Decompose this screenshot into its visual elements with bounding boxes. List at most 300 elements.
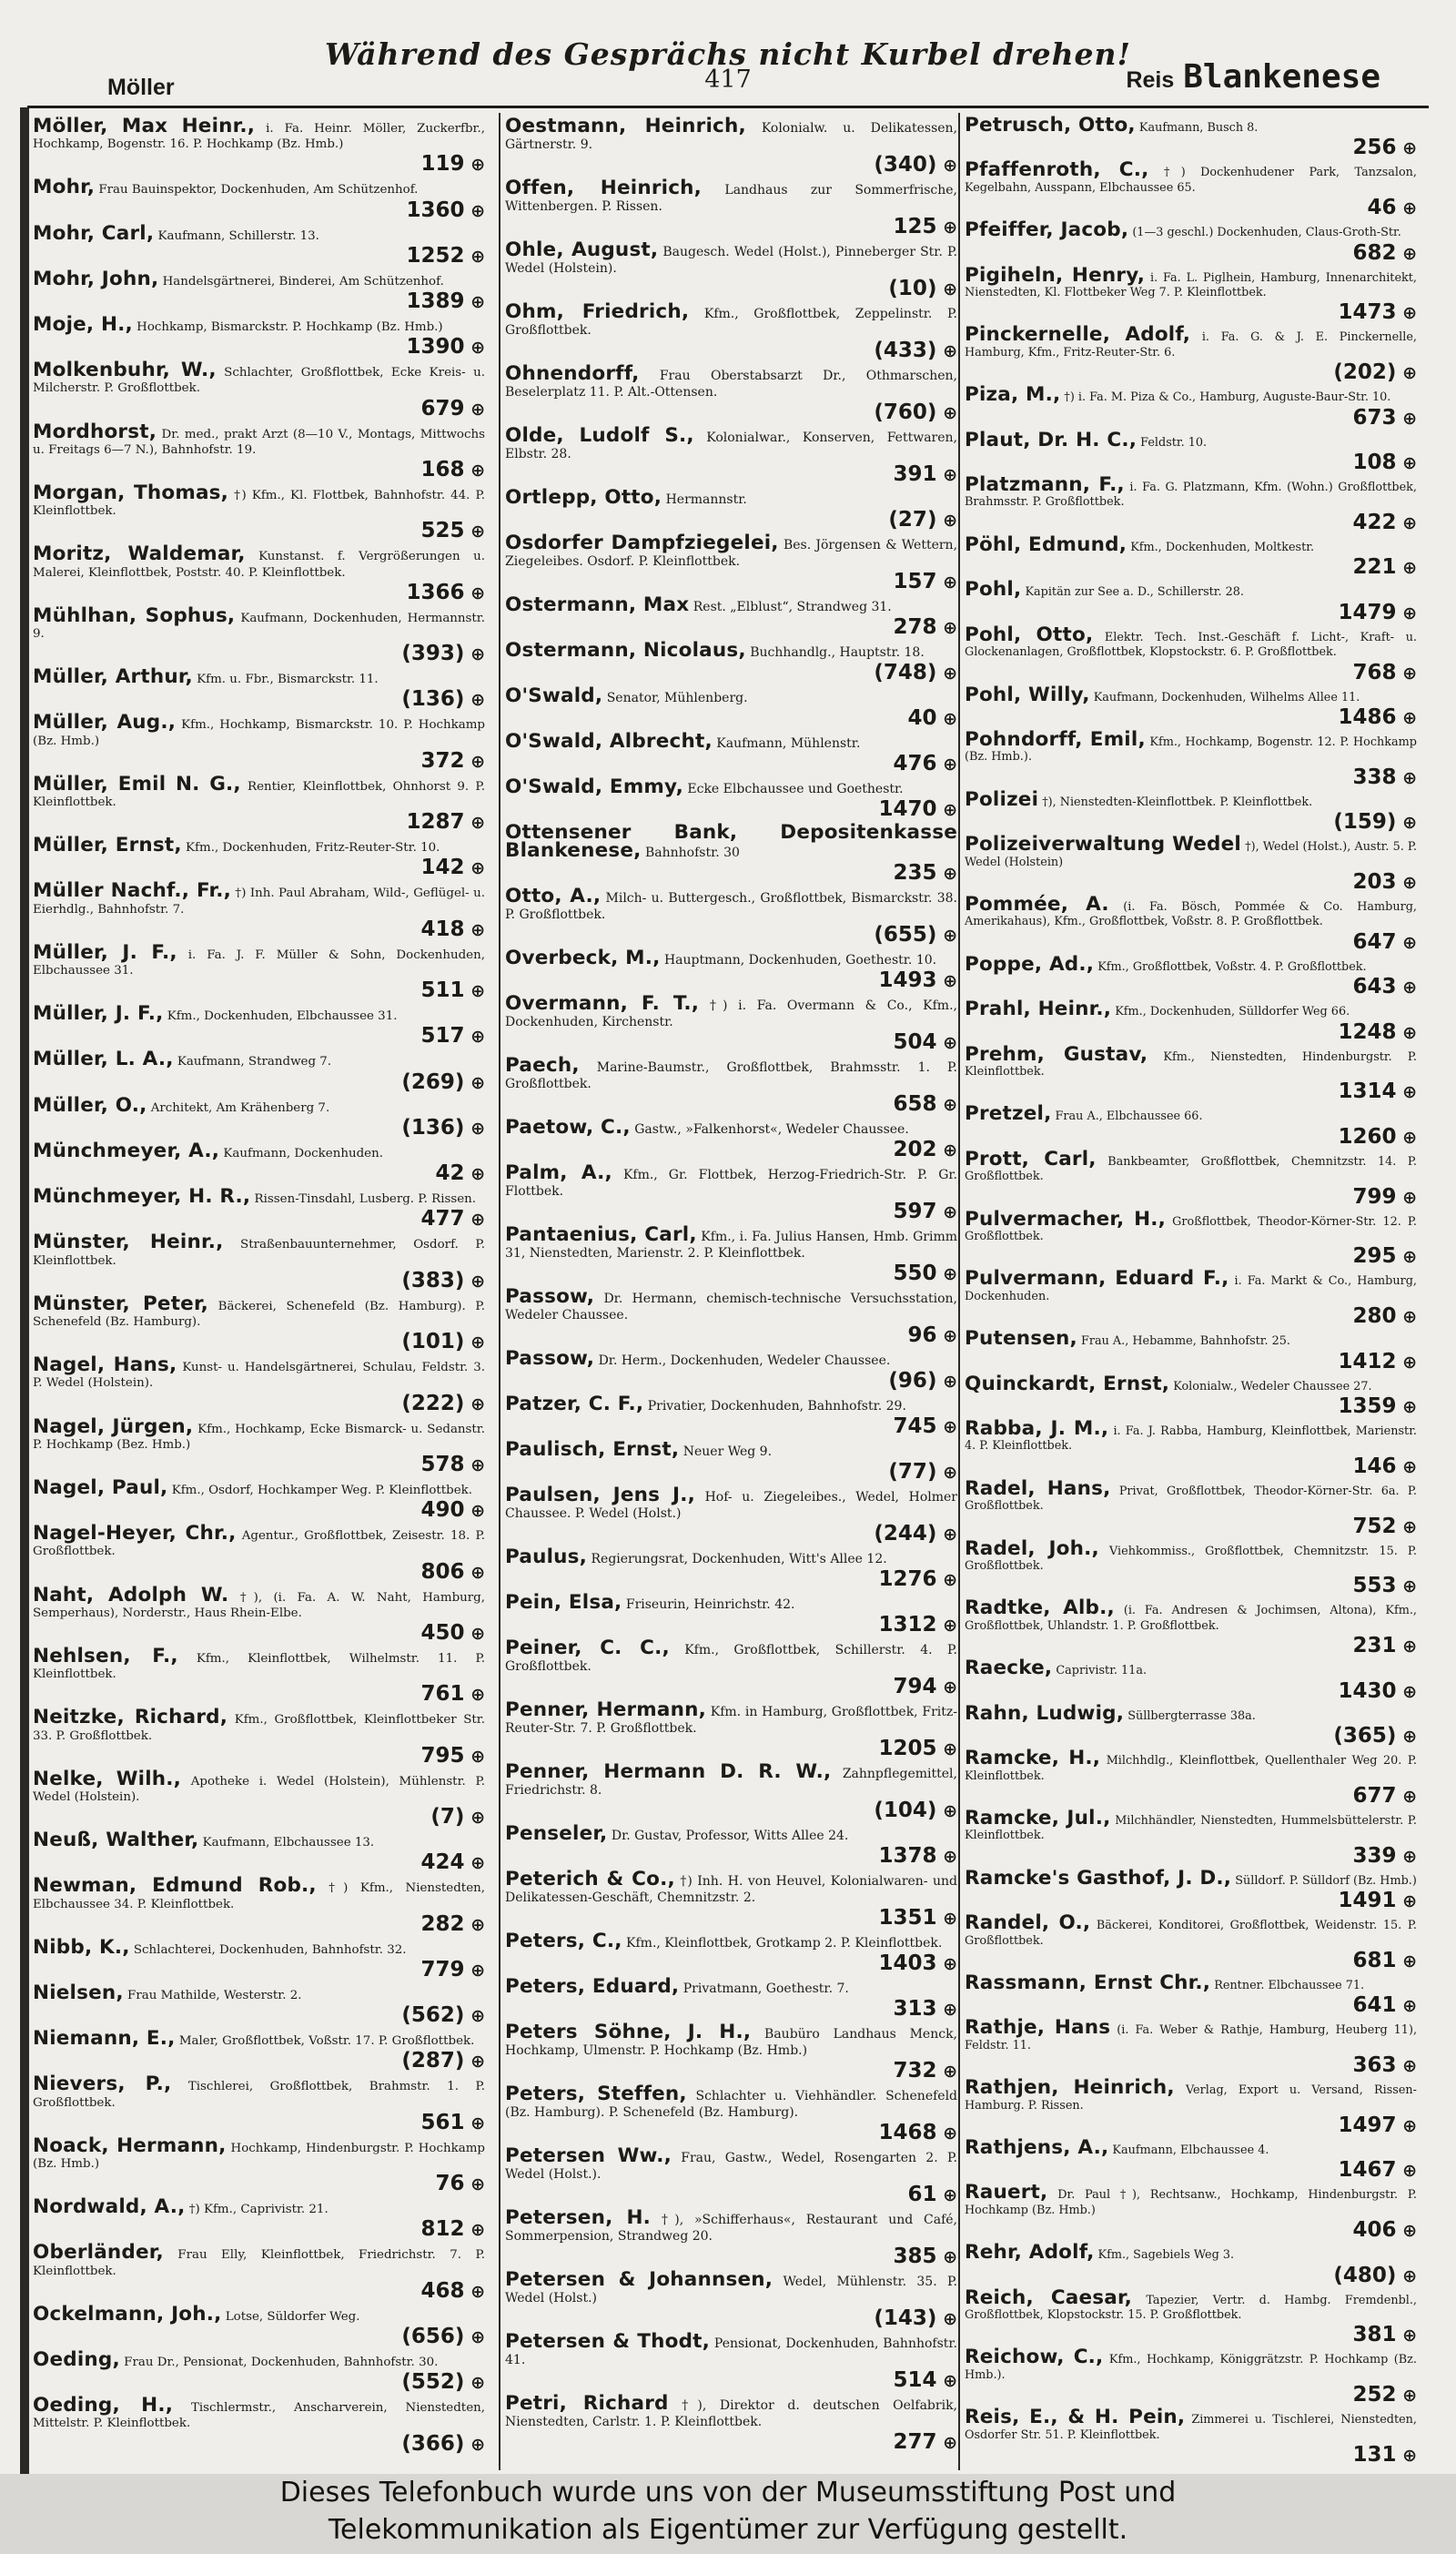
entry-phone-number: (365) ⊕: [965, 1724, 1417, 1748]
directory-entry: [505, 1161, 958, 1224]
directory-entry: [965, 1147, 1417, 1210]
entry-phone-number: 647 ⊕: [965, 930, 1417, 955]
entry-name: Pfeiffer, Jacob,: [965, 218, 1129, 242]
entry-details: Gastw., »Falkenhorst«, Wedeler Chaussee.: [634, 1122, 909, 1137]
entry-phone-number: 96 ⊕: [505, 1323, 957, 1348]
entry-name: Neitzke, Richard,: [33, 1706, 228, 1729]
directory-entry: [33, 313, 485, 360]
entry-name: Mohr, Carl,: [33, 221, 155, 245]
entry-name: Rathjens, A.,: [965, 2135, 1109, 2159]
entry-phone-number: 313 ⊕: [505, 1997, 957, 2022]
entry-name: Pulvermacher, H.,: [965, 1207, 1167, 1231]
entry-phone-number: (393) ⊕: [33, 642, 485, 666]
entry-name: Ohle, August,: [505, 238, 659, 261]
page-number: 417: [704, 66, 752, 94]
entry-details: †), »Schifferhaus«, Restaurant und Café, Sommerpension, Strandweg 20.: [505, 2213, 957, 2244]
entry-name: Plaut, Dr. H. C.,: [965, 428, 1138, 451]
entry-name: Reichow, C.,: [965, 2346, 1104, 2369]
directory-entry: [965, 998, 1417, 1044]
entry-name: Müller, J. F.,: [33, 1002, 164, 1026]
entry-details: Kaufmann, Strandweg 7.: [177, 1055, 332, 1069]
directory-entry: [33, 1644, 486, 1707]
entry-phone-number: 511 ⊕: [33, 978, 485, 1003]
directory-column-3: [965, 114, 1418, 2470]
entry-phone-number: 108 ⊕: [965, 451, 1417, 475]
entry-details: Kfm., Gr. Flottbek, Herzog-Friedrich-Str. P. Gr. Flottbek.: [505, 1168, 958, 1199]
entry-phone-number: 1378 ⊕: [505, 1844, 957, 1869]
directory-entry: [965, 383, 1417, 430]
entry-details: Rentner. Elbchaussee 71.: [1214, 1978, 1365, 1992]
entry-name: Pohl,: [965, 578, 1022, 602]
entry-details: Kaufmann, Schillerstr. 13.: [157, 228, 319, 243]
entry-name: Prahl, Heinr.,: [965, 998, 1112, 1021]
directory-entry: [965, 114, 1417, 160]
entry-name: Prehm, Gustav,: [965, 1042, 1148, 1066]
directory-entry: [505, 992, 957, 1055]
entry-details: Privatmann, Goethestr. 7.: [682, 1981, 849, 1996]
directory-entry: [505, 2330, 958, 2393]
entry-phone-number: (159) ⊕: [965, 810, 1417, 835]
entry-phone-number: (202) ⊕: [965, 360, 1417, 385]
entry-name: Münster, Peter,: [33, 1292, 208, 1315]
entry-name: Pommée, A.: [965, 892, 1109, 916]
directory-entry: [505, 1285, 957, 1348]
directory-entry: [505, 775, 957, 822]
entry-phone-number: 202 ⊕: [505, 1138, 957, 1162]
entry-details: Privat, Großflottbek, Theodor-Körner-Str. 6a. P. Großflottbek.: [965, 1484, 1417, 1514]
entry-phone-number: 768 ⊕: [965, 661, 1417, 685]
entry-details: Bäckerei, Konditorei, Großflottbek, Weidenstr. 15. P. Großflottbek.: [965, 1919, 1417, 1948]
entry-name: Nibb, K.,: [33, 1935, 130, 1959]
directory-entry: [505, 1347, 957, 1394]
directory-entry: [505, 1637, 957, 1699]
entry-name: Overbeck, M.,: [505, 947, 661, 969]
directory-entry: [965, 1866, 1417, 1913]
entry-phone-number: (656) ⊕: [33, 2325, 485, 2349]
entry-details: Verlag, Export u. Versand, Rissen-Hamburg. P. Rissen.: [965, 2083, 1417, 2113]
directory-entry: [965, 892, 1417, 955]
directory-entry: [33, 1767, 485, 1829]
entry-details: Frau Mathilde, Westerstr. 2.: [127, 1988, 302, 2002]
entry-phone-number: 476 ⊕: [505, 752, 957, 776]
entry-details: Kaufmann, Elbchaussee 4.: [1112, 2143, 1269, 2157]
entry-phone-number: (10) ⊕: [505, 277, 957, 301]
entry-name: Müller, L. A.,: [33, 1048, 174, 1071]
entry-details: Kaufmann, Busch 8.: [1138, 121, 1259, 135]
entry-details: Kfm., Dockenhuden, Fritz-Reuter-Str. 10.: [186, 841, 440, 856]
directory-entry: [965, 1701, 1417, 1748]
entry-phone-number: 1351 ⊕: [505, 1906, 957, 1931]
entry-name: Ottensener Bank, Depositenkasse Blankenese,: [505, 821, 957, 862]
entry-details: †) Dockenhudener Park, Tanzsalon, Kegelbahn, Ausspann, Elbchaussee 65.: [965, 166, 1417, 195]
entry-phone-number: 338 ⊕: [965, 765, 1417, 790]
entry-details: Hermannstr.: [665, 492, 747, 507]
entry-details: Hauptmann, Dockenhuden, Goethestr. 10.: [663, 953, 937, 968]
entry-phone-number: 40 ⊕: [505, 706, 957, 731]
entry-name: Pfaffenroth, C.,: [965, 158, 1149, 182]
directory-entry: [965, 1042, 1417, 1105]
entry-details: Kfm., Kleinflottbek, Grotkamp 2. P. Kleinflottbek.: [626, 1936, 943, 1951]
entry-phone-number: 1497 ⊕: [965, 2113, 1417, 2138]
entry-name: Otto, A.,: [505, 885, 602, 907]
entry-name: Radtke, Alb.,: [965, 1596, 1115, 1620]
entry-details: Bäckerei, Schenefeld (Bz. Hamburg). P. Schenefeld (Bz. Hamburg).: [33, 1299, 485, 1329]
entry-details: Dr. Herm., Dockenhuden, Wedeler Chaussee.: [598, 1353, 891, 1368]
header-first-name: Möller: [107, 75, 175, 100]
entry-phone-number: 641 ⊕: [965, 1993, 1417, 2018]
entry-name: Peterich & Co.,: [505, 1868, 675, 1890]
entry-details: Kolonialw. u. Delikatessen, Gärtnerstr. 9.: [505, 121, 958, 152]
footer-line-2: Telekommunikation als Eigentümer zur Verfügung gestellt.: [328, 2514, 1128, 2546]
entry-name: Petersen, H.: [505, 2206, 652, 2229]
entry-phone-number: 61 ⊕: [505, 2183, 957, 2207]
entry-name: Ramcke, Jul.,: [965, 1806, 1111, 1829]
entry-phone-number: 779 ⊕: [33, 1958, 485, 1982]
entry-details: †) Inh. H. von Heuvel, Kolonialwaren- und Delikatessen-Geschäft, Chemnitzstr. 2.: [505, 1874, 958, 1905]
entry-phone-number: 517 ⊕: [33, 1024, 485, 1049]
entry-details: †) Kfm., Caprivistr. 21.: [188, 2203, 329, 2217]
entry-name: Rehr, Adolf,: [965, 2241, 1095, 2265]
entry-phone-number: 278 ⊕: [505, 615, 957, 640]
entry-name: Oberländer,: [33, 2241, 164, 2265]
entry-name: Ohnendorff,: [505, 362, 640, 385]
entry-details: †) Kfm., Nienstedten, Elbchaussee 34. P. Kleinflottbek.: [33, 1881, 485, 1911]
entry-name: Paulisch, Ernst,: [505, 1438, 680, 1461]
entry-name: Pein, Elsa,: [505, 1591, 622, 1614]
directory-entry: [505, 1116, 957, 1162]
entry-name: Möller, Max Heinr.,: [33, 115, 256, 137]
entry-name: Peters, Steffen,: [505, 2083, 687, 2105]
entry-name: Münster, Heinr.,: [33, 1231, 224, 1254]
directory-entry: [505, 947, 957, 993]
directory-entry: [505, 1868, 958, 1931]
directory-entry: [505, 2268, 957, 2331]
entry-phone-number: 119 ⊕: [33, 152, 485, 177]
entry-name: Reis, E., & H. Pein,: [965, 2406, 1186, 2429]
entry-details: Frau Oberstabsarzt Dr., Othmarschen, Beselerplatz 11. P. Alt.-Ottensen.: [505, 369, 958, 400]
directory-entry: [33, 1292, 485, 1354]
entry-phone-number: 157 ⊕: [505, 570, 957, 594]
entry-details: Hochkamp, Hindenburgstr. P. Hochkamp (Bz. Hmb.): [33, 2141, 485, 2171]
entry-name: Müller, J. F.,: [33, 940, 177, 964]
entry-details: Kfm., Großflottbek, Kleinflottbeker Str. 33. P. Großflottbek.: [33, 1713, 485, 1743]
entry-name: Rauert,: [965, 2181, 1048, 2204]
entry-name: Piza, M.,: [965, 383, 1061, 407]
directory-entry: [965, 2181, 1417, 2243]
entry-phone-number: 799 ⊕: [965, 1185, 1417, 1210]
entry-details: Milch- u. Buttergesch., Großflottbek, Bismarckstr. 38. P. Großflottbek.: [505, 891, 957, 922]
directory-entry: [505, 1393, 957, 1439]
entry-phone-number: 553 ⊕: [965, 1574, 1417, 1598]
directory-entry: [505, 821, 957, 886]
directory-entry: [33, 267, 485, 314]
entry-phone-number: (136) ⊕: [33, 687, 485, 712]
entry-phone-number: 363 ⊕: [965, 2053, 1417, 2078]
entry-details: i. Fa. J. Rabba, Hamburg, Kleinflottbek, Marienstr. 4. P. Kleinflottbek.: [965, 1424, 1417, 1454]
entry-name: Rahn, Ludwig,: [965, 1701, 1125, 1725]
directory-entry: [505, 1591, 957, 1637]
entry-name: Niemann, E.,: [33, 2027, 176, 2051]
directory-entry: [965, 2076, 1417, 2138]
entry-details: Ecke Elbchaussee und Goethestr.: [687, 782, 904, 796]
entry-details: Schlachterei, Dockenhuden, Bahnhofstr. 32.: [133, 1942, 407, 1957]
entry-name: Polizei: [965, 787, 1039, 811]
entry-phone-number: 1276 ⊕: [505, 1567, 957, 1592]
directory-entry: [965, 1596, 1417, 1658]
entry-details: Regierungsrat, Dockenhuden, Witt's Allee 12.: [591, 1552, 887, 1566]
entry-phone-number: 673 ⊕: [965, 406, 1417, 431]
entry-phone-number: 1486 ⊕: [965, 705, 1417, 730]
entry-name: Ramcke's Gasthof, J. D.,: [965, 1866, 1232, 1890]
directory-entry: [505, 2144, 957, 2207]
entry-details: Milchhdlg., Kleinflottbek, Quellenthaler Weg 20. P. Kleinflottbek.: [965, 1754, 1417, 1783]
entry-name: Pohndorff, Emil,: [965, 727, 1146, 751]
directory-entry: [965, 2346, 1417, 2407]
entry-details: Kfm., Dockenhuden, Elbchaussee 31.: [167, 1009, 398, 1024]
directory-entry: [505, 1438, 957, 1485]
entry-details: Elektr. Tech. Inst.-Geschäft f. Licht-, Kraft- u. Glockenanlagen, Großflottbek, Klopstockstr. 6. P. Großflottbek.: [965, 630, 1418, 660]
directory-entry: [965, 473, 1418, 535]
directory-entry: [505, 1223, 958, 1286]
footer-line-1: Dieses Telefonbuch wurde uns von der Museumsstiftung Post und: [279, 2477, 1177, 2508]
entry-name: Raecke,: [965, 1657, 1053, 1680]
footer-notice: [0, 2474, 1456, 2554]
entry-name: O'Swald,: [505, 684, 603, 707]
directory-entry: [965, 532, 1417, 580]
entry-name: Mordhorst,: [33, 420, 157, 443]
entry-name: O'Swald, Albrecht,: [505, 730, 713, 753]
entry-phone-number: 1252 ⊕: [33, 244, 485, 269]
entry-name: Nagel-Heyer, Chr.,: [33, 1522, 237, 1546]
entry-phone-number: 561 ⊕: [33, 2111, 485, 2135]
entry-details: Kfm., Dockenhuden, Moltkestr.: [1130, 540, 1315, 554]
entry-details: Frau A., Hebamme, Bahnhofstr. 25.: [1080, 1334, 1290, 1349]
entry-phone-number: 1493 ⊕: [505, 968, 957, 993]
entry-phone-number: (27) ⊕: [505, 508, 957, 532]
directory-entry: [33, 1583, 485, 1646]
entry-details: Bahnhofstr. 30: [644, 846, 740, 860]
entry-phone-number: 46 ⊕: [965, 196, 1417, 220]
entry-details: Kfm., Kleinflottbek, Wilhelmstr. 11. P. Kleinflottbek.: [33, 1651, 486, 1682]
entry-details: Viehkommiss., Großflottbek, Chemnitzstr. 15. P. Großflottbek.: [965, 1544, 1418, 1574]
directory-entry: [965, 2016, 1418, 2078]
entry-phone-number: 1468 ⊕: [505, 2121, 957, 2145]
directory-entry: [505, 639, 957, 685]
directory-entry: [965, 1911, 1417, 1973]
entry-name: Penner, Hermann,: [505, 1698, 706, 1721]
entry-phone-number: (77) ⊕: [505, 1460, 957, 1485]
entry-details: i. Fa. L. Piglhein, Hamburg, Innenarchitekt, Nienstedten, Kl. Flottbeker Weg 7. P. Kleinflottbek.: [965, 270, 1417, 300]
entry-name: Müller, Arthur,: [33, 665, 193, 689]
entry-phone-number: 761 ⊕: [33, 1682, 485, 1707]
entry-phone-number: (760) ⊕: [505, 400, 957, 425]
directory-entry: [33, 2073, 485, 2134]
entry-name: Peters Söhne, J. H.,: [505, 2021, 752, 2043]
directory-entry: [505, 1930, 957, 1976]
entry-name: Peters, C.,: [505, 1930, 622, 1952]
entry-details: Frau Dr., Pensionat, Dockenhuden, Bahnhofstr. 30.: [124, 2356, 439, 2369]
entry-name: Moje, H.,: [33, 313, 133, 337]
entry-details: Lotse, Süldorfer Weg.: [225, 2309, 360, 2324]
directory-entry: [33, 1093, 485, 1140]
entry-phone-number: 1205 ⊕: [505, 1737, 957, 1761]
entry-phone-number: (287) ⊕: [33, 2049, 485, 2073]
entry-details: †) Inh. Paul Abraham, Wild-, Geflügel- u. Eierhdlg., Bahnhofstr. 7.: [33, 887, 485, 917]
directory-entry: [965, 1476, 1417, 1539]
entry-name: Müller Nachf., Fr.,: [33, 879, 231, 903]
entry-phone-number: 477 ⊕: [33, 1207, 485, 1231]
entry-phone-number: 1248 ⊕: [965, 1020, 1417, 1045]
entry-name: Neuß, Walther,: [33, 1829, 199, 1852]
entry-name: Olde, Ludolf S.,: [505, 424, 694, 447]
directory-column-1: [33, 115, 486, 2459]
entry-details: i. Fa. Heinr. Möller, Zuckerfbr., Hochkamp, Bogenstr. 16. P. Hochkamp (Bz. Hmb.): [33, 122, 486, 152]
entry-details: Kfm. in Hamburg, Großflottbek, Fritz-Reuter-Str. 7. P. Großflottbek.: [505, 1705, 957, 1736]
entry-name: Oeding, H.,: [33, 2394, 174, 2417]
directory-entry: [965, 1267, 1417, 1329]
entry-details: Kaufmann, Dockenhuden, Wilhelms Allee 11.: [1093, 690, 1360, 704]
entry-phone-number: (7) ⊕: [33, 1805, 485, 1829]
entry-details: Hochkamp, Bismarckstr. P. Hochkamp (Bz. Hmb.): [136, 320, 443, 335]
entry-name: Nagel, Hans,: [33, 1353, 177, 1377]
entry-phone-number: 677 ⊕: [965, 1784, 1417, 1809]
entry-name: Oeding,: [33, 2348, 120, 2371]
entry-phone-number: 1314 ⊕: [965, 1079, 1417, 1104]
entry-details: Sülldorf. P. Sülldorf (Bz. Hmb.): [1235, 1873, 1417, 1888]
entry-phone-number: 597 ⊕: [505, 1200, 957, 1224]
binding-edge: [20, 107, 29, 2474]
entry-phone-number: (143) ⊕: [505, 2306, 957, 2331]
entry-details: Kolonialw., Wedeler Chaussee 27.: [1173, 1379, 1372, 1394]
directory-entry: [33, 1353, 485, 1415]
directory-entry: [33, 1185, 485, 1231]
entry-phone-number: 372 ⊕: [33, 749, 485, 774]
entry-name: Petersen Ww.,: [505, 2144, 672, 2167]
entry-details: Baugesch. Wedel (Holst.), Pinneberger Str. P. Wedel (Holstein).: [505, 245, 957, 276]
entry-name: Petersen & Johannsen,: [505, 2268, 774, 2291]
directory-entry: [505, 424, 957, 487]
directory-entry: [965, 787, 1417, 835]
directory-entry: [505, 238, 957, 301]
entry-phone-number: (340) ⊕: [505, 153, 957, 177]
directory-entry: [965, 2285, 1418, 2348]
entry-details: (i. Fa. Weber & Rathje, Hamburg, Heuberg 11), Feldstr. 11.: [965, 2023, 1418, 2052]
entry-phone-number: 235 ⊕: [505, 861, 957, 886]
entry-details: Süllbergterrasse 38a.: [1127, 1708, 1256, 1723]
directory-entry: [965, 833, 1418, 895]
entry-phone-number: 1430 ⊕: [965, 1679, 1417, 1704]
entry-phone-number: 280 ⊕: [965, 1304, 1417, 1329]
entry-phone-number: 1467 ⊕: [965, 2158, 1417, 2183]
entry-details: Kfm., Sagebiels Weg 3.: [1097, 2248, 1235, 2263]
entry-details: Marine-Baumstr., Großflottbek, Brahmsstr. 1. P. Großflottbek.: [505, 1060, 957, 1091]
entry-name: Platzmann, F.,: [965, 473, 1125, 497]
entry-phone-number: 277 ⊕: [505, 2430, 957, 2455]
entry-phone-number: (366) ⊕: [33, 2432, 485, 2457]
entry-phone-number: 1366 ⊕: [33, 581, 485, 605]
entry-details: Rentier, Kleinflottbek, Ohnhorst 9. P. Kleinflottbek.: [33, 779, 485, 810]
directory-entry: [965, 2135, 1417, 2183]
entry-details: i. Fa. J. F. Müller & Sohn, Dockenhuden, Elbchaussee 31.: [33, 948, 485, 978]
directory-entry: [33, 1981, 485, 2028]
entry-name: Moritz, Waldemar,: [33, 542, 246, 566]
entry-phone-number: 812 ⊕: [33, 2217, 485, 2242]
directory-entry: [33, 1048, 485, 1094]
entry-details: Rest. „Elblust“, Strandweg 31.: [693, 600, 892, 614]
entry-name: Polizeiverwaltung Wedel: [965, 833, 1241, 856]
directory-entry: [965, 1971, 1417, 2018]
entry-phone-number: 1360 ⊕: [33, 198, 485, 223]
directory-entry: [33, 481, 485, 543]
entry-phone-number: 1312 ⊕: [505, 1613, 957, 1637]
directory-entry: [965, 1102, 1417, 1149]
entry-phone-number: (480) ⊕: [965, 2264, 1417, 2288]
entry-phone-number: 339 ⊕: [965, 1844, 1417, 1869]
entry-phone-number: 1403 ⊕: [505, 1951, 957, 1976]
entry-phone-number: 142 ⊕: [33, 856, 485, 880]
entry-phone-number: 125 ⊕: [505, 215, 957, 239]
directory-entry: [33, 1475, 485, 1523]
entry-name: Müller, Aug.,: [33, 711, 177, 735]
entry-details: Handelsgärtnerei, Binderei, Am Schützenhof.: [162, 274, 444, 289]
entry-phone-number: 391 ⊕: [505, 462, 957, 487]
entry-phone-number: 42 ⊕: [33, 1161, 485, 1186]
entry-details: Zimmerei u. Tischlerei, Nienstedten, Osdorfer Str. 51. P. Kleinflottbek.: [965, 2413, 1417, 2442]
entry-details: Dr. Hermann, chemisch-technische Versuchsstation, Wedeler Chaussee.: [505, 1292, 957, 1323]
entry-name: Poppe, Ad.,: [965, 952, 1095, 976]
entry-details: Kolonialwar., Konserven, Fettwaren, Elbstr. 28.: [505, 431, 957, 461]
entry-details: Kfm., Hochkamp, Bogenstr. 12. P. Hochkamp (Bz. Hmb.).: [965, 735, 1417, 765]
entry-name: Peters, Eduard,: [505, 1975, 680, 1998]
entry-phone-number: 643 ⊕: [965, 975, 1417, 999]
directory-entry: [505, 177, 957, 239]
entry-details: Landhaus zur Sommerfrische, Wittenbergen. P. Rissen.: [505, 183, 957, 214]
entry-details: Apotheke i. Wedel (Holstein), Mühlenstr. P. Wedel (Holstein).: [33, 1774, 485, 1804]
directory-entry: [505, 1822, 957, 1869]
entry-phone-number: 381 ⊕: [965, 2323, 1417, 2347]
directory-entry: [33, 176, 485, 222]
directory-entry: [33, 1139, 485, 1186]
directory-entry: [505, 684, 957, 731]
directory-entry: [965, 727, 1417, 790]
directory-entry: [505, 1975, 957, 2022]
entry-phone-number: (101) ⊕: [33, 1330, 485, 1354]
entry-details: i. Fa. G. Platzmann, Kfm. (Wohn.) Großflottbek, Brahmsstr. P. Großflottbek.: [965, 481, 1418, 510]
directory-entry: [505, 1054, 957, 1117]
directory-entry: [505, 115, 958, 177]
entry-phone-number: 525 ⊕: [33, 519, 485, 543]
entry-name: Müller, Emil N. G.,: [33, 772, 241, 796]
entry-details: Kfm., Dockenhuden, Sülldorfer Weg 66.: [1115, 1005, 1350, 1019]
entry-name: Ramcke, H.,: [965, 1747, 1101, 1770]
entry-details: Kunstanst. f. Vergrößerungen u. Malerei, Kleinflottbek, Poststr. 40. P. Kleinflottbek.: [33, 550, 485, 580]
entry-name: Peiner, C. C.,: [505, 1637, 670, 1659]
entry-phone-number: 76 ⊕: [33, 2172, 485, 2196]
entry-phone-number: 1470 ⊕: [505, 797, 957, 822]
entry-details: †), Direktor d. deutschen Oelfabrik, Nienstedten, Carlstr. 1. P. Kleinflottbek.: [505, 2398, 957, 2429]
entry-name: Nagel, Paul,: [33, 1475, 168, 1499]
entry-details: Kunst- u. Handelsgärtnerei, Schulau, Feldstr. 3. P. Wedel (Holstein).: [33, 1361, 485, 1391]
entry-details: Senator, Mühlenberg.: [606, 691, 748, 705]
entry-phone-number: (104) ⊕: [505, 1799, 957, 1823]
directory-entry: [33, 2348, 485, 2395]
directory-entry: [965, 1536, 1418, 1599]
entry-phone-number: 514 ⊕: [505, 2368, 957, 2393]
entry-phone-number: 146 ⊕: [965, 1454, 1417, 1479]
entry-name: Ostermann, Nicolaus,: [505, 639, 746, 662]
directory-entry: [33, 2195, 485, 2242]
entry-name: Petri, Richard: [505, 2392, 669, 2415]
